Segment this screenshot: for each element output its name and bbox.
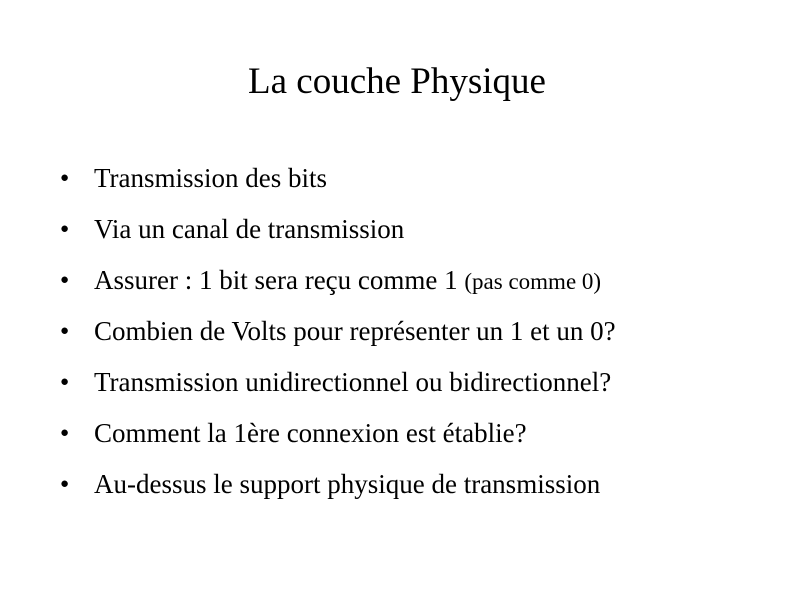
- bullet-dot-icon: ●: [60, 170, 70, 186]
- bullet-dot-icon: ●: [60, 425, 70, 441]
- bullet-main-text: Au-dessus le support physique de transmission: [94, 469, 601, 499]
- bullet-note-text: (pas comme 0): [464, 269, 602, 294]
- bullet-text: [94, 357, 611, 408]
- bullet-dot-icon: ●: [60, 221, 70, 237]
- bullet-list: [60, 153, 780, 510]
- bullet-item: [60, 204, 780, 255]
- bullet-text: [94, 306, 616, 357]
- bullet-main-text: Transmission unidirectionnel ou bidirectionnel?: [94, 367, 612, 397]
- bullet-dot-icon: ●: [60, 272, 70, 288]
- bullet-main-text: Transmission des bits: [94, 163, 328, 193]
- bullet-item: [60, 255, 780, 306]
- bullet-dot-icon: ●: [60, 476, 70, 492]
- bullet-text: [94, 255, 601, 307]
- bullet-item: [60, 357, 780, 408]
- bullet-text: [94, 204, 404, 255]
- bullet-item: [60, 408, 780, 459]
- bullet-dot-icon: ●: [60, 374, 70, 390]
- bullet-main-text: Via un canal de transmission: [94, 214, 405, 244]
- bullet-text: [94, 408, 527, 459]
- bullet-item: [60, 306, 780, 357]
- bullet-main-text: Comment la 1ère connexion est établie?: [94, 418, 527, 448]
- bullet-dot-icon: ●: [60, 323, 70, 339]
- bullet-text: [94, 459, 600, 510]
- slide-title: La couche Physique: [248, 61, 546, 102]
- bullet-main-text: Combien de Volts pour représenter un 1 et un 0?: [94, 316, 616, 346]
- bullet-item: [60, 459, 780, 510]
- bullet-text: [94, 153, 327, 204]
- bullet-main-text: Assurer : 1 bit sera reçu comme 1: [94, 265, 465, 295]
- bullet-item: [60, 153, 780, 204]
